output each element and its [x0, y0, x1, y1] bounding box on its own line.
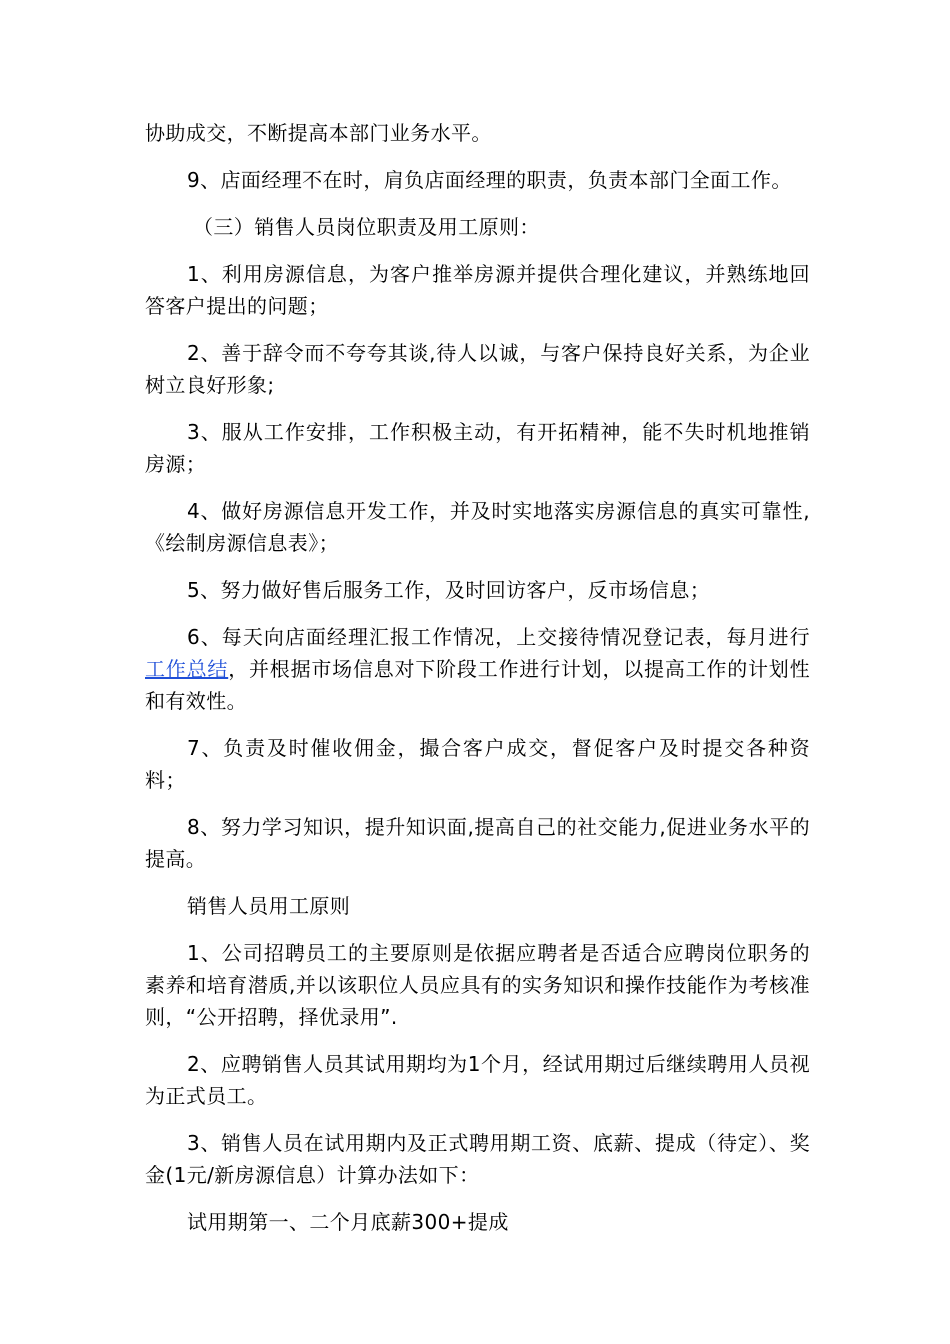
paragraph-sales-duty-3: 3、服从工作安排，工作积极主动，有开拓精神，能不失时机地推销房源；: [145, 420, 810, 476]
work-summary-link[interactable]: 工作总结: [145, 657, 229, 681]
document-body: [145, 117, 810, 1253]
paragraph-sales-duty-1: 1、利用房源信息，为客户推举房源并提供合理化建议，并熟练地回答客户提出的问题；: [145, 262, 810, 318]
paragraph-sales-duty-7: 7、负责及时催收佣金，撮合客户成交，督促客户及时提交各种资料；: [145, 736, 810, 792]
paragraph-probation-salary: 试用期第一、二个月底薪300+提成: [187, 1210, 509, 1234]
paragraph-continuation: 协助成交，不断提高本部门业务水平。: [145, 121, 492, 145]
paragraph-principle-2: 2、应聘销售人员其试用期均为1个月，经试用期过后继续聘用人员视为正式员工。: [145, 1052, 810, 1108]
paragraph-text-before-link: 6、每天向店面经理汇报工作情况，上交接待情况登记表，每月进行: [187, 625, 810, 649]
section-heading-sales-duties: （三）销售人员岗位职责及用工原则：: [193, 215, 540, 239]
paragraph-principle-3: 3、销售人员在试用期内及正式聘用期工资、底薪、提成（待定）、奖金(1元/新房源信息）计算办法如下：: [145, 1131, 810, 1187]
paragraph-sales-duty-4: 4、做好房源信息开发工作，并及时实地落实房源信息的真实可靠性,《绘制房源信息表》；: [145, 499, 810, 555]
paragraph-principle-1: 1、公司招聘员工的主要原则是依据应聘者是否适合应聘岗位职务的素养和培育潜质,并以该职位人员应具有的实务知识和操作技能作为考核准则，“公开招聘，择优录用”.: [145, 941, 810, 1029]
section-heading-employment-principles: 销售人员用工原则: [187, 894, 351, 918]
paragraph-sales-duty-5: 5、努力做好售后服务工作，及时回访客户，反市场信息；: [187, 578, 711, 602]
paragraph-sales-duty-6: [145, 621, 810, 717]
paragraph-text-after-link: ，并根据市场信息对下阶段工作进行计划，以提高工作的计划性和有效性。: [145, 657, 811, 713]
paragraph-sales-duty-8: 8、努力学习知识，提升知识面,提高自己的社交能力,促进业务水平的提高。: [145, 815, 810, 871]
paragraph-manager-duty-9: 9、店面经理不在时，肩负店面经理的职责，负责本部门全面工作。: [187, 168, 792, 192]
paragraph-sales-duty-2: 2、善于辞令而不夸夸其谈,待人以诚，与客户保持良好关系，为企业树立良好形象;: [145, 341, 810, 397]
